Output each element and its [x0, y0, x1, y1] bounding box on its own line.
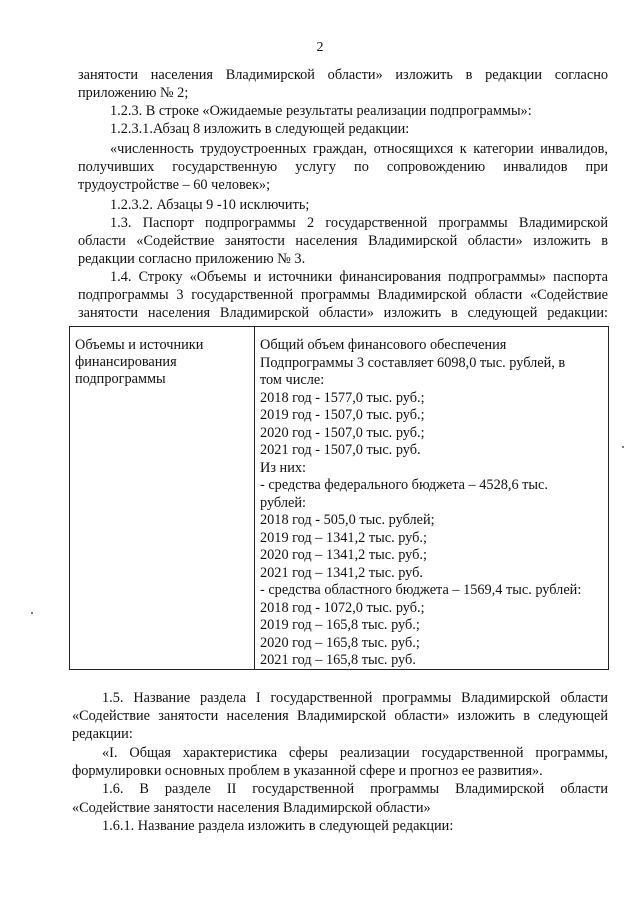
paragraph-line: занятости населения Владимирской области» изложить в следующей редакции:	[78, 305, 608, 321]
table-label-line: подпрограммы	[75, 371, 166, 387]
table-divider	[254, 327, 255, 669]
table-content-line: 2019 год – 1341,2 тыс. руб.;	[260, 529, 427, 546]
table-content-line: Общий объем финансового обеспечения	[260, 337, 507, 353]
paragraph-line: области «Содействие занятости населения Владимирской области» изложить в	[78, 233, 608, 249]
paragraph-line: занятости населения Владимирской области» изложить в редакции согласно	[78, 67, 608, 83]
scan-speck	[31, 612, 33, 614]
paragraph-line: 1.2.3.2. Абзацы 9 -10 исключить;	[110, 197, 310, 213]
paragraph-line: 1.2.3. В строке «Ожидаемые результаты реализации подпрограммы»:	[110, 103, 532, 119]
paragraph-line: 1.3. Паспорт подпрограммы 2 государственной программы Владимирской	[110, 215, 608, 231]
paragraph-line: 1.4. Строку «Объемы и источники финансирования подпрограммы» паспорта	[110, 269, 608, 285]
paragraph-line: «I. Общая характеристика сферы реализации государственной программы,	[102, 745, 608, 761]
table-content-cell	[260, 337, 605, 670]
paragraph-line: формулировки основных проблем в указанной сфере и прогноз ее развития».	[72, 763, 543, 779]
paragraph-line: редакции согласно приложению № 3.	[78, 251, 306, 267]
page-number: 2	[316, 40, 324, 55]
table-content-line: - средства областного бюджета – 1569,4 тыс. рублей:	[260, 582, 582, 598]
table-content-line: Из них:	[260, 459, 306, 476]
paragraph-line: подпрограммы 3 государственной программы Владимирской области «Содействие	[78, 287, 608, 303]
table-label-line: финансирования	[75, 354, 177, 370]
paragraph-line: «Содействие занятости населения Владимирской области» изложить в следующей	[72, 708, 608, 724]
paragraph-line: «численность трудоустроенных граждан, относящихся к категории инвалидов,	[110, 141, 608, 157]
paragraph-line: трудоустройстве – 60 человек»;	[78, 177, 271, 193]
table-label-line: Объемы и источники	[75, 337, 204, 353]
table-content-line: 2020 год - 1507,0 тыс. руб.;	[260, 424, 425, 441]
table-content-line: рублей:	[260, 494, 306, 511]
table-content-line: 2021 год - 1507,0 тыс. руб.	[260, 442, 421, 458]
table-content-line: том числе:	[260, 372, 325, 388]
table-content-line: 2021 год – 165,8 тыс. руб.	[260, 652, 416, 668]
financing-table	[69, 326, 609, 670]
table-content-line: 2018 год - 1577,0 тыс. руб.;	[260, 389, 425, 406]
table-content-line: 2019 год - 1507,0 тыс. руб.;	[260, 407, 425, 423]
table-content-line: 2018 год - 1072,0 тыс. руб.;	[260, 599, 425, 616]
table-content-line: 2021 год – 1341,2 тыс. руб.	[260, 564, 423, 581]
table-label-cell	[75, 337, 251, 388]
table-content-line: 2020 год – 165,8 тыс. руб.;	[260, 634, 420, 651]
paragraph-line: 1.2.3.1.Абзац 8 изложить в следующей редакции:	[110, 121, 410, 137]
paragraph-line: «Содействие занятости населения Владимирской области»	[72, 800, 431, 816]
paragraph-line: 1.6.1. Название раздела изложить в следующей редакции:	[102, 818, 454, 834]
paragraph-line: приложению № 2;	[78, 85, 189, 101]
paragraph-line: получивших государственную услугу по сопровождению инвалидов при	[78, 159, 608, 175]
table-content-line: 2020 год – 1341,2 тыс. руб.;	[260, 547, 427, 563]
paragraph-line: 1.5. Название раздела I государственной программы Владимирской области	[102, 690, 608, 706]
scan-speck	[622, 446, 624, 448]
table-content-line: - средства федерального бюджета – 4528,6 тыс.	[260, 477, 548, 493]
table-content-line: Подпрограммы 3 составляет 6098,0 тыс. рублей, в	[260, 354, 566, 371]
paragraph-line: 1.6. В разделе II государственной программы Владимирской области	[102, 781, 608, 797]
table-content-line: 2019 год – 165,8 тыс. руб.;	[260, 617, 420, 633]
table-content-line: 2018 год - 505,0 тыс. рублей;	[260, 512, 435, 528]
paragraph-line: редакции:	[72, 726, 133, 742]
